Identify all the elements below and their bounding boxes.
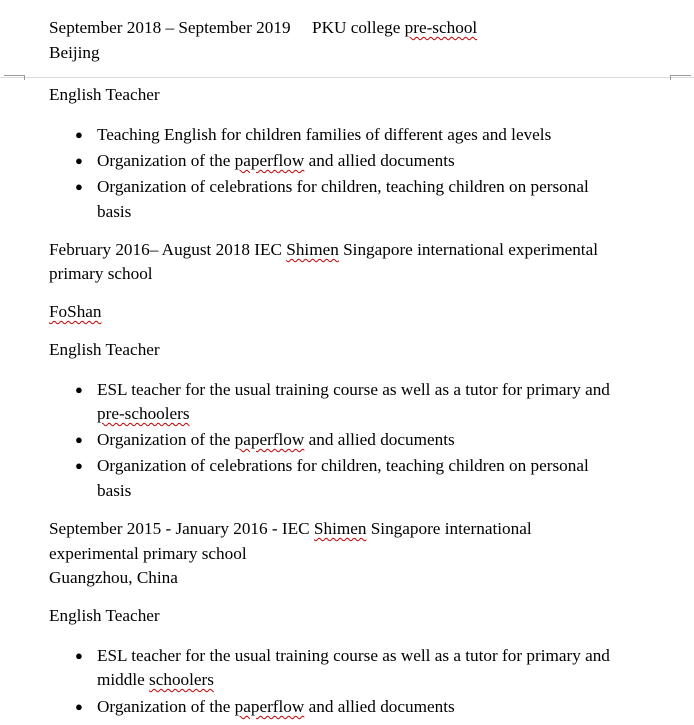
squiggle-word: paperflow: [234, 151, 305, 170]
job2-bullet-1-line2: [97, 404, 190, 424]
text: Singapore international experimental: [338, 240, 598, 259]
job1-bullet-1: Teaching English for children families of different ages and levels: [97, 125, 552, 144]
job2-city: [49, 302, 102, 322]
job1-dates: September 2018 – September 2019: [49, 18, 291, 37]
text: September 2015 - January 2016 - IEC: [49, 519, 314, 538]
bullet-dot: ●: [75, 179, 83, 194]
bullet-dot: ●: [75, 153, 83, 168]
job3-city: Guangzhou, China: [49, 568, 178, 587]
job1-city: Beijing: [49, 43, 100, 62]
bullet-dot: ●: [75, 432, 83, 447]
job2-role: English Teacher: [49, 340, 160, 359]
job1-role: English Teacher: [49, 85, 160, 104]
bullet-dot: ●: [75, 699, 83, 714]
job3-bullet-2: [97, 697, 455, 717]
text: and allied documents: [304, 151, 455, 170]
job3-bullet-1-line1: ESL teacher for the usual training course as well as a tutor for primary and: [97, 646, 610, 665]
squiggle-word: FoShan: [49, 302, 102, 321]
job2-header-line1: [49, 240, 598, 260]
bullet-dot: ●: [75, 458, 83, 473]
bullet-dot: ●: [75, 648, 83, 663]
job2-bullet-2: [97, 430, 455, 450]
job2-header-line2: primary school: [49, 264, 153, 283]
squiggle-word: paperflow: [234, 697, 305, 716]
job1-bullet-3-line2: basis: [97, 202, 132, 221]
job2-bullet-3-line1: Organization of celebrations for children, teaching children on personal: [97, 456, 589, 475]
text: and allied documents: [304, 697, 455, 716]
job1-school: PKU college: [312, 18, 405, 37]
job1-bullet-3-line1: Organization of celebrations for children, teaching children on personal: [97, 177, 589, 196]
squiggle-word: pre-schoolers: [97, 404, 190, 423]
bullet-dot: ●: [75, 382, 83, 397]
page-break-line: [0, 77, 694, 78]
job1-header: [49, 18, 477, 38]
squiggle-word: Shimen: [313, 519, 367, 538]
text: Organization of the: [97, 430, 235, 449]
squiggle-word: Shimen: [286, 240, 339, 259]
text: middle: [97, 670, 150, 689]
job3-header-line1: [49, 519, 532, 539]
text: Organization of the: [97, 697, 235, 716]
text: Singapore international: [366, 519, 532, 538]
page-corner-right: [670, 75, 691, 80]
job2-bullet-3-line2: basis: [97, 481, 132, 500]
job1-bullet-2: [97, 151, 455, 171]
job1-gap: [291, 18, 312, 37]
bullet-dot: ●: [75, 127, 83, 142]
squiggle-word: paperflow: [234, 430, 305, 449]
squiggle-word: schoolers: [149, 670, 214, 689]
job3-bullet-1-line2: [97, 670, 214, 690]
text: February 2016– August 2018 IEC: [49, 240, 287, 259]
job3-role: English Teacher: [49, 606, 160, 625]
job3-header-line2: experimental primary school: [49, 544, 247, 563]
text: and allied documents: [304, 430, 455, 449]
job2-bullet-1-line1: ESL teacher for the usual training course as well as a tutor for primary and: [97, 380, 610, 399]
text: Organization of the: [97, 151, 235, 170]
job1-school-squiggle: pre-school: [404, 18, 478, 37]
page-corner-left: [4, 75, 25, 80]
